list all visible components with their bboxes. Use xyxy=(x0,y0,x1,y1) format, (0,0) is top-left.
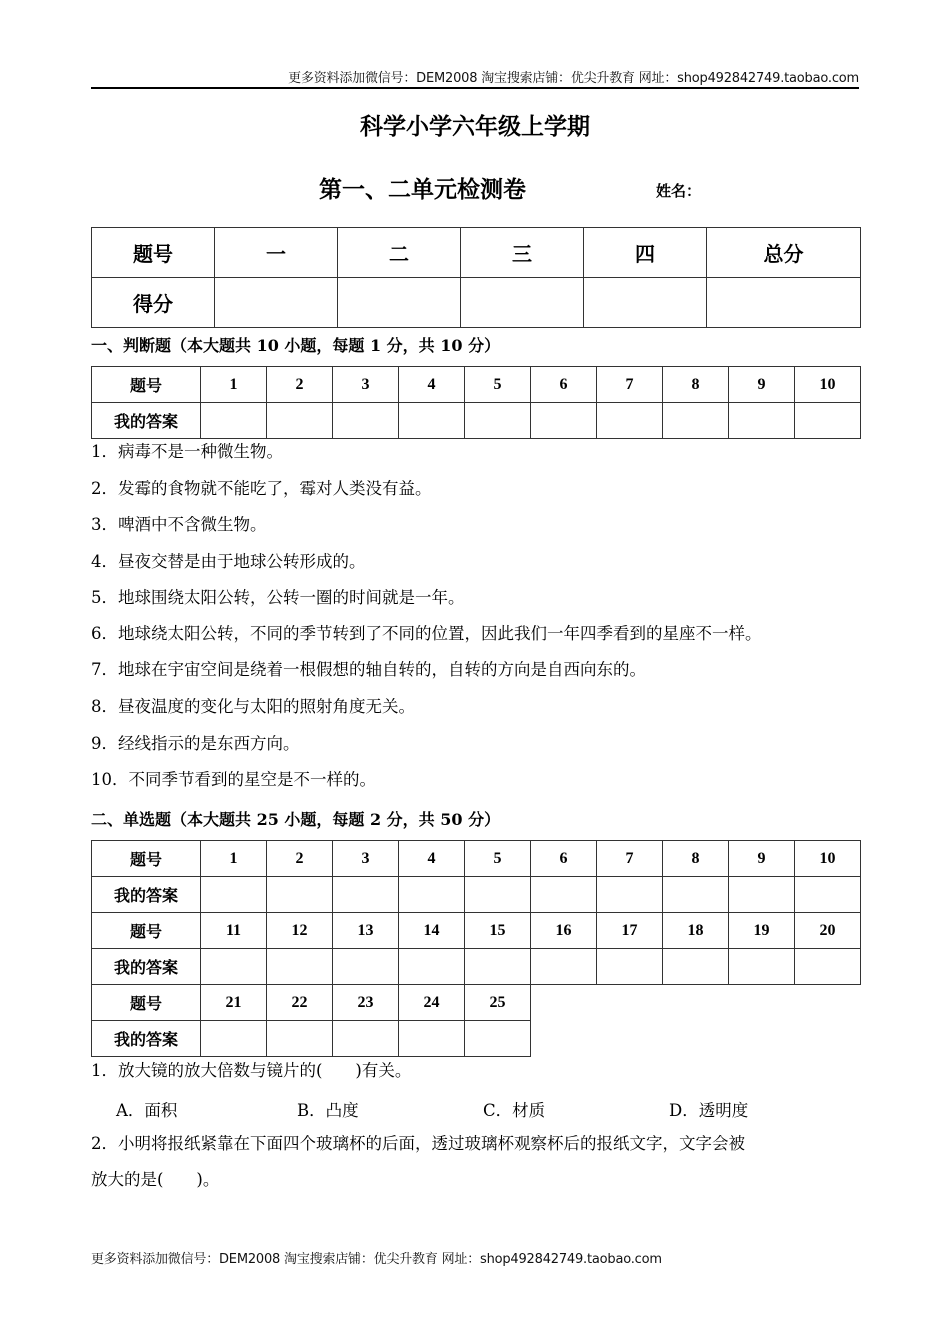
answer-label: 我的答案 xyxy=(92,877,201,913)
exam-subtitle: 第一、二单元检测卷 xyxy=(319,176,526,203)
question-number: 6 xyxy=(531,367,597,403)
footer-note: 更多资料添加微信号：DEM2008 淘宝搜索店铺：优尖升教育 网址：shop492842749.taobao.com xyxy=(91,1252,662,1267)
question-number: 1 xyxy=(201,367,267,403)
header-divider xyxy=(91,87,859,89)
score-header-cell: 二 xyxy=(338,228,461,278)
answer-cell[interactable] xyxy=(267,949,333,985)
answer-cell[interactable] xyxy=(399,1021,465,1057)
score-row-label: 得分 xyxy=(92,278,215,328)
answer-cell[interactable] xyxy=(729,877,795,913)
judgment-question: 5．地球围绕太阳公转，公转一圈的时间就是一年。 xyxy=(91,588,465,607)
question-number: 16 xyxy=(531,913,597,949)
answer-cell[interactable] xyxy=(597,877,663,913)
question-number: 5 xyxy=(465,367,531,403)
answer-label: 我的答案 xyxy=(92,1021,201,1057)
question-number: 1 xyxy=(201,841,267,877)
answer-cell[interactable] xyxy=(465,1021,531,1057)
judgment-question: 4．昼夜交替是由于地球公转形成的。 xyxy=(91,552,366,571)
answer-cell[interactable] xyxy=(399,403,465,439)
question-number: 15 xyxy=(465,913,531,949)
choice-question-stem: 1．放大镜的放大倍数与镜片的( )有关。 xyxy=(91,1061,412,1080)
question-number: 6 xyxy=(531,841,597,877)
question-number: 17 xyxy=(597,913,663,949)
score-table xyxy=(91,227,861,328)
question-number: 4 xyxy=(399,367,465,403)
question-number: 23 xyxy=(333,985,399,1021)
answer-table-answer-row xyxy=(92,877,861,913)
answer-table-number-row xyxy=(92,841,861,877)
choice-option-a: A．面积 xyxy=(116,1101,178,1120)
question-number: 7 xyxy=(597,841,663,877)
answer-cell[interactable] xyxy=(663,403,729,439)
name-label: 姓名： xyxy=(656,182,702,200)
question-number: 2 xyxy=(267,367,333,403)
choice-question-stem: 2．小明将报纸紧靠在下面四个玻璃杯的后面，透过玻璃杯观察杯后的报纸文字，文字会被 xyxy=(91,1134,745,1153)
answer-cell[interactable] xyxy=(333,949,399,985)
choice-option-b: B．凸度 xyxy=(297,1101,359,1120)
answer-cell[interactable] xyxy=(201,1021,267,1057)
number-label: 题号 xyxy=(92,985,201,1021)
answer-cell[interactable] xyxy=(531,949,597,985)
answer-cell[interactable] xyxy=(201,877,267,913)
answer-cell[interactable] xyxy=(333,403,399,439)
score-input-cell[interactable] xyxy=(215,278,338,328)
empty-space xyxy=(531,985,861,1021)
question-number: 19 xyxy=(729,913,795,949)
question-number: 9 xyxy=(729,841,795,877)
answer-cell[interactable] xyxy=(399,877,465,913)
answer-cell[interactable] xyxy=(597,403,663,439)
question-number: 3 xyxy=(333,841,399,877)
score-header-cell: 一 xyxy=(215,228,338,278)
choice-question-stem-continued: 放大的是( )。 xyxy=(91,1170,220,1189)
question-number: 8 xyxy=(663,841,729,877)
answer-label: 我的答案 xyxy=(92,403,201,439)
answer-cell[interactable] xyxy=(399,949,465,985)
score-header-cell: 总分 xyxy=(707,228,861,278)
question-number: 3 xyxy=(333,367,399,403)
answer-cell[interactable] xyxy=(465,403,531,439)
empty-space xyxy=(531,1021,861,1057)
question-number: 5 xyxy=(465,841,531,877)
answer-cell[interactable] xyxy=(663,877,729,913)
choice-option-d: D．透明度 xyxy=(669,1101,749,1120)
answer-cell[interactable] xyxy=(333,1021,399,1057)
question-number: 25 xyxy=(465,985,531,1021)
exam-title: 科学小学六年级上学期 xyxy=(360,113,590,140)
question-number: 2 xyxy=(267,841,333,877)
answer-table-answer-row xyxy=(92,403,861,439)
answer-cell[interactable] xyxy=(267,1021,333,1057)
score-table-score-row xyxy=(92,278,861,328)
judgment-question: 6．地球绕太阳公转，不同的季节转到了不同的位置，因此我们一年四季看到的星座不一样。 xyxy=(91,624,762,643)
answer-cell[interactable] xyxy=(465,949,531,985)
answer-cell[interactable] xyxy=(729,949,795,985)
question-number: 10 xyxy=(795,367,861,403)
header-note: 更多资料添加微信号：DEM2008 淘宝搜索店铺：优尖升教育 网址：shop492842749.taobao.com xyxy=(288,71,859,86)
judgment-question: 10．不同季节看到的星空是不一样的。 xyxy=(91,770,376,789)
choice-option-c: C．材质 xyxy=(483,1101,546,1120)
answer-table-answer-row xyxy=(92,949,861,985)
question-number: 14 xyxy=(399,913,465,949)
answer-label: 我的答案 xyxy=(92,949,201,985)
answer-table-answer-row xyxy=(92,1021,861,1057)
section2-answer-table xyxy=(91,840,861,1057)
section2-heading: 二、单选题（本大题共 25 小题，每题 2 分，共 50 分） xyxy=(91,810,501,829)
score-input-cell[interactable] xyxy=(338,278,461,328)
question-number: 22 xyxy=(267,985,333,1021)
score-table-header-row xyxy=(92,228,861,278)
judgment-question: 3．啤酒中不含微生物。 xyxy=(91,515,267,534)
answer-cell[interactable] xyxy=(729,403,795,439)
question-number: 8 xyxy=(663,367,729,403)
question-number: 12 xyxy=(267,913,333,949)
judgment-question: 7．地球在宇宙空间是绕着一根假想的轴自转的，自转的方向是自西向东的。 xyxy=(91,660,646,679)
number-label: 题号 xyxy=(92,913,201,949)
answer-cell[interactable] xyxy=(333,877,399,913)
answer-cell[interactable] xyxy=(201,403,267,439)
score-header-cell: 四 xyxy=(584,228,707,278)
answer-cell[interactable] xyxy=(663,949,729,985)
judgment-question: 9．经线指示的是东西方向。 xyxy=(91,734,300,753)
score-header-cell: 题号 xyxy=(92,228,215,278)
answer-cell[interactable] xyxy=(531,403,597,439)
answer-table-number-row xyxy=(92,913,861,949)
judgment-question: 2．发霉的食物就不能吃了，霉对人类没有益。 xyxy=(91,479,432,498)
score-input-cell[interactable] xyxy=(461,278,584,328)
question-number: 10 xyxy=(795,841,861,877)
section1-heading: 一、判断题（本大题共 10 小题，每题 1 分，共 10 分） xyxy=(91,336,501,355)
answer-cell[interactable] xyxy=(465,877,531,913)
judgment-question: 8．昼夜温度的变化与太阳的照射角度无关。 xyxy=(91,697,415,716)
question-number: 9 xyxy=(729,367,795,403)
question-number: 18 xyxy=(663,913,729,949)
answer-cell[interactable] xyxy=(531,877,597,913)
number-label: 题号 xyxy=(92,841,201,877)
section1-answer-table xyxy=(91,366,861,439)
answer-cell[interactable] xyxy=(267,877,333,913)
answer-cell[interactable] xyxy=(795,949,861,985)
answer-cell[interactable] xyxy=(795,403,861,439)
question-number: 24 xyxy=(399,985,465,1021)
question-number: 13 xyxy=(333,913,399,949)
score-input-cell[interactable] xyxy=(707,278,861,328)
answer-table-number-row xyxy=(92,367,861,403)
answer-table-number-row xyxy=(92,985,861,1021)
answer-cell[interactable] xyxy=(201,949,267,985)
score-input-cell[interactable] xyxy=(584,278,707,328)
score-header-cell: 三 xyxy=(461,228,584,278)
question-number: 21 xyxy=(201,985,267,1021)
question-number: 7 xyxy=(597,367,663,403)
number-label: 题号 xyxy=(92,367,201,403)
question-number: 4 xyxy=(399,841,465,877)
judgment-question: 1．病毒不是一种微生物。 xyxy=(91,442,283,461)
answer-cell[interactable] xyxy=(795,877,861,913)
question-number: 11 xyxy=(201,913,267,949)
answer-cell[interactable] xyxy=(597,949,663,985)
question-number: 20 xyxy=(795,913,861,949)
answer-cell[interactable] xyxy=(267,403,333,439)
